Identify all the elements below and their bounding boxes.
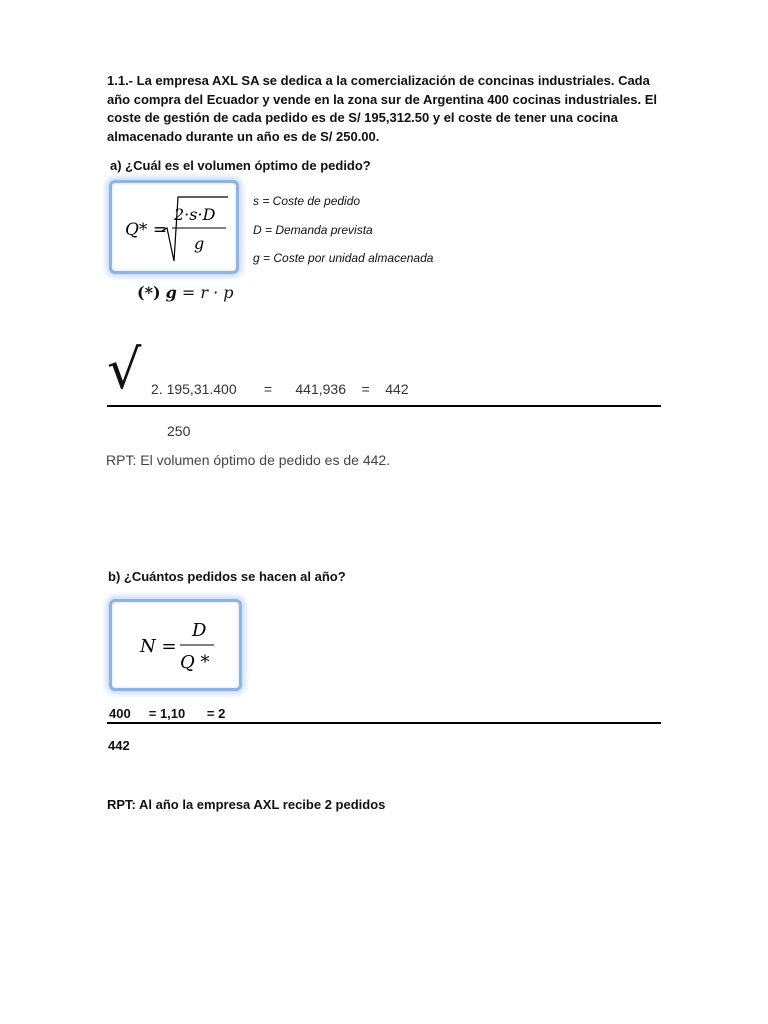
formula-lhs: N = xyxy=(140,636,177,657)
denominator-a: 250 xyxy=(167,423,191,439)
calc-line-b: 400 = 1,10 = 2 xyxy=(109,706,226,721)
radical-symbol: √ xyxy=(107,338,142,401)
question-b: b) ¿Cuántos pedidos se hacen al año? xyxy=(108,569,346,584)
legend-d: D = Demanda prevista xyxy=(253,223,373,237)
problem-statement: 1.1.- La empresa AXL SA se dedica a la comercialización de concinas industriales. Cada año compra del Ecuador y vende en la zona sur de Argentina 400 cocinas industriales. El coste de gestión de cada pedido es de S/ 195,312.50 y el coste de tener una cocina almacenado durante un año es de S/ 250.00. xyxy=(107,73,658,144)
denominator-b: 442 xyxy=(108,738,130,753)
question-a: a) ¿Cuál es el volumen óptimo de pedido? xyxy=(110,158,371,173)
legend-s: s = Coste de pedido xyxy=(253,194,361,208)
fraction-rule-a xyxy=(107,405,661,407)
orders-formula-box xyxy=(109,599,242,691)
orders-formula xyxy=(112,602,239,688)
formula-numerator: D xyxy=(192,620,207,641)
answer-b: RPT: Al año la empresa AXL recibe 2 pedidos xyxy=(107,797,386,812)
eoq-formula xyxy=(112,183,236,271)
legend-g: g = Coste por unidad almacenada xyxy=(253,251,434,265)
calc-line-a: 2. 195,31.400 = 441,936 = 442 xyxy=(151,381,409,397)
formula-denominator: g xyxy=(194,234,205,253)
fraction-rule-b xyxy=(107,722,661,724)
formula-lhs: Q* = xyxy=(125,220,168,240)
eoq-formula-box xyxy=(109,180,239,274)
g-note: (*) g = r · p xyxy=(137,283,234,302)
formula-denominator: Q * xyxy=(180,652,210,673)
answer-a: RPT: El volumen óptimo de pedido es de 442. xyxy=(106,452,391,468)
formula-numerator: 2·s·D xyxy=(174,205,216,224)
